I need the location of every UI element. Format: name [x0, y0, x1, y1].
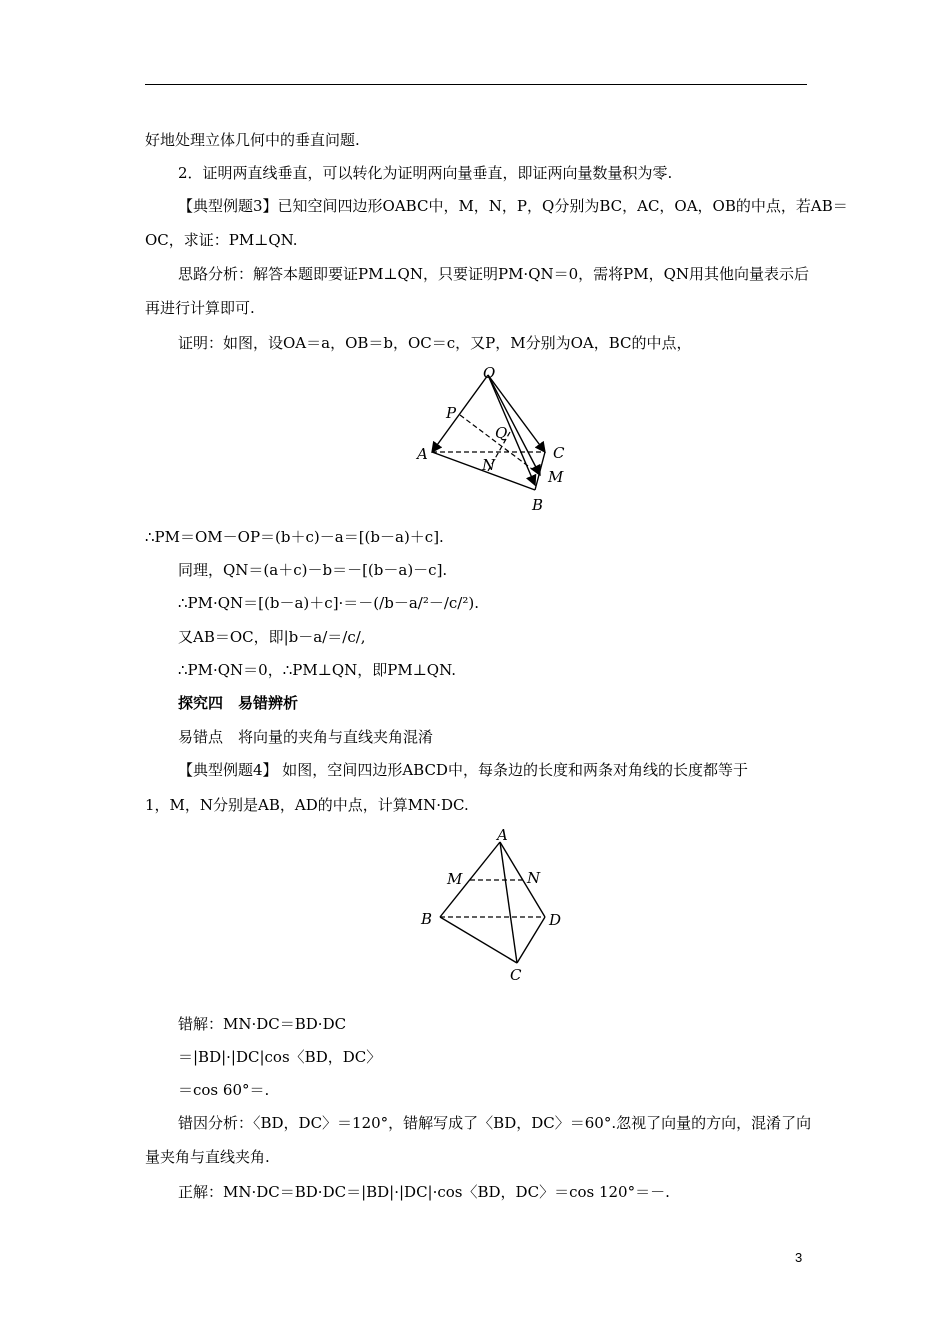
- text-line-2: 2．证明两直线垂直，可以转化为证明两向量垂直，即证两向量数量积为零.: [178, 164, 673, 182]
- label-D: D: [549, 911, 562, 929]
- label-A: A: [417, 445, 428, 463]
- page-number: 3: [795, 1250, 803, 1265]
- example-4-heading: 【典型例题4】 如图，空间四边形ABCD中，每条边的长度和两条对角线的长度都等于: [178, 761, 748, 779]
- label-M: M: [447, 870, 463, 888]
- label-N: N: [482, 456, 496, 474]
- correct-solution: 正解：MN·DC＝BD·DC＝|BD|·|DC|·cos〈BD，DC〉＝cos 120°＝－.: [178, 1183, 670, 1201]
- label-Q: Q: [495, 424, 508, 442]
- wrong-solution-2: ＝|BD|·|DC|cos〈BD，DC〉: [178, 1048, 382, 1066]
- analysis-line-2: 再进行计算即可.: [145, 299, 255, 317]
- label-A: A: [497, 826, 508, 844]
- section-heading: 探究四 易错辨析: [178, 694, 299, 712]
- label-M: M: [548, 468, 564, 486]
- proof-line-4: ∴PM·QN＝[(b－a)＋c]·＝－(/b－a/²－/c/²).: [178, 594, 479, 612]
- label-N: N: [527, 869, 541, 887]
- analysis-line-1: 思路分析：解答本题即要证PM⊥QN，只要证明PM·QN＝0，需将PM，QN用其他向量表示后: [178, 265, 810, 283]
- error-analysis-1: 错因分析：〈BD，DC〉＝120°，错解写成了〈BD，DC〉＝60°.忽视了向量的方向，混淆了向: [178, 1114, 812, 1132]
- proof-line-1: 证明：如图，设OA＝a，OB＝b，OC＝c，又P，M分别为OA，BC的中点，: [178, 334, 692, 352]
- label-C: C: [510, 966, 522, 984]
- label-O: O: [483, 364, 496, 382]
- proof-line-6: ∴PM·QN＝0，∴PM⊥QN，即PM⊥QN.: [178, 661, 457, 679]
- error-point-heading: 易错点 将向量的夹角与直线夹角混淆: [178, 728, 434, 746]
- wrong-solution-3: ＝cos 60°＝.: [178, 1081, 270, 1099]
- label-C: C: [553, 444, 565, 462]
- example-4-line-2: 1，M，N分别是AB，AD的中点，计算MN·DC.: [145, 796, 469, 814]
- label-B: B: [421, 910, 433, 928]
- label-B: B: [532, 496, 544, 514]
- text-line-4: OC，求证：PM⊥QN.: [145, 231, 298, 249]
- label-P: P: [446, 404, 457, 422]
- error-analysis-2: 量夹角与直线夹角.: [145, 1148, 270, 1166]
- text-line-1: 好地处理立体几何中的垂直问题.: [145, 131, 360, 149]
- header-rule: [145, 84, 807, 85]
- proof-line-5: 又AB＝OC，即|b－a/＝/c/,: [178, 628, 366, 646]
- tetrahedron-figure-1: [410, 360, 580, 520]
- proof-line-3: 同理，QN＝(a＋c)－b＝－[(b－a)－c].: [178, 561, 448, 579]
- wrong-solution-1: 错解：MN·DC＝BD·DC: [178, 1015, 347, 1033]
- example-3-heading: 【典型例题3】已知空间四边形OABC中，M，N，P，Q分别为BC，AC，OA，OB的中点，若AB＝: [178, 197, 848, 215]
- proof-line-2: ∴PM＝OM－OP＝(b＋c)－a＝[(b－a)＋c].: [145, 528, 444, 546]
- tetrahedron-figure-2: [415, 820, 575, 990]
